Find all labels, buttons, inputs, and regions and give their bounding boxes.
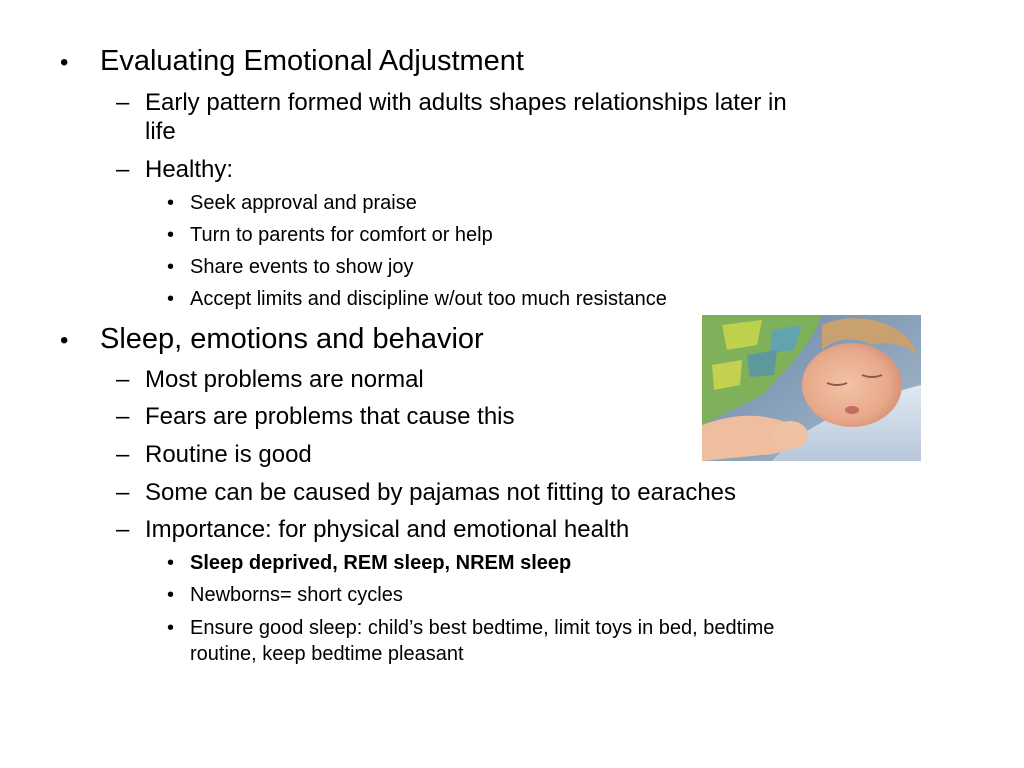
- subbullet-text: Importance: for physical and emotional health: [145, 516, 630, 543]
- subsubbullet-text: Ensure good sleep: child’s best bedtime, limit toys in bed, bedtime: [190, 617, 775, 639]
- dash-marker: –: [116, 89, 130, 116]
- subbullet-text: Healthy:: [145, 156, 234, 183]
- bullet-marker: •: [167, 192, 175, 214]
- bullet-marker: •: [167, 288, 175, 310]
- bullet-marker: •: [167, 256, 175, 278]
- sleeping-child-icon: [702, 315, 921, 461]
- subsubbullet-text: Turn to parents for comfort or help: [190, 224, 493, 246]
- dash-marker: –: [116, 403, 130, 430]
- sleeping-child-photo: [702, 315, 921, 461]
- subsubbullet-text: Share events to show joy: [190, 256, 414, 278]
- bullet-text: Sleep, emotions and behavior: [100, 323, 484, 355]
- bullet-marker: •: [167, 617, 175, 639]
- subbullet-text: Early pattern formed with adults shapes relationships later in: [145, 89, 787, 116]
- subbullet-text: life: [145, 118, 176, 145]
- dash-marker: –: [116, 441, 130, 468]
- bullet-marker: •: [167, 552, 175, 574]
- subsubbullet-text: Accept limits and discipline w/out too much resistance: [190, 288, 667, 310]
- subsubbullet-text: Newborns= short cycles: [190, 584, 403, 606]
- subsubbullet-text: Sleep deprived, REM sleep, NREM sleep: [190, 552, 572, 574]
- bullet-marker: •: [167, 224, 175, 246]
- bullet-marker: •: [60, 49, 69, 76]
- dash-marker: –: [116, 156, 130, 183]
- subbullet-text: Most problems are normal: [145, 366, 424, 393]
- dash-marker: –: [116, 479, 130, 506]
- bullet-marker: •: [167, 584, 175, 606]
- subbullet-text: Fears are problems that cause this: [145, 403, 515, 430]
- bullet-text: Evaluating Emotional Adjustment: [100, 45, 524, 77]
- subbullet-text: Some can be caused by pajamas not fitting to earaches: [145, 479, 737, 506]
- subbullet-text: Routine is good: [145, 441, 312, 468]
- subsubbullet-text: Seek approval and praise: [190, 192, 417, 214]
- dash-marker: –: [116, 366, 130, 393]
- dash-marker: –: [116, 516, 130, 543]
- subsubbullet-text: routine, keep bedtime pleasant: [190, 643, 464, 665]
- bullet-marker: •: [60, 327, 69, 354]
